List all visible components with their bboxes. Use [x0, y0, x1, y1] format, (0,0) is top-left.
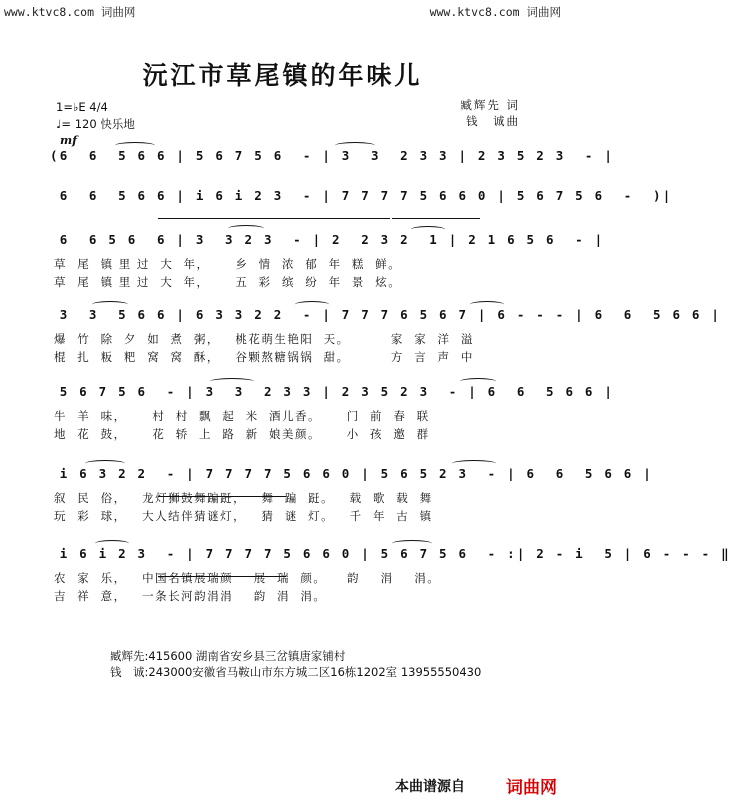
tempo-marking: ♩= 120 快乐地 — [56, 117, 135, 131]
slur-mark — [210, 378, 254, 385]
score-line-4 — [50, 307, 722, 367]
slur-mark — [115, 142, 155, 149]
score-line-3 — [50, 232, 605, 292]
notation: 5 6 7 5 6 - | 3 3 2 3 3 | 2 3 5 2 3 - | 6 6 5 6 6 | — [50, 384, 615, 399]
site-header-left[interactable]: www.ktvc8.com 词曲网 — [4, 5, 136, 19]
slur-mark — [85, 460, 125, 467]
notation: (6 6 5 6 6 | 5 6 7 5 6 - | 3 3 2 3 3 | 2 3 5 2 3 - | — [50, 148, 615, 163]
notation: 6 6 5 6 6 | i 6 i 2 3 - | 7 7 7 7 5 6 6 0 | 5 6 7 5 6 - )| — [50, 188, 673, 203]
slur-mark — [452, 460, 496, 467]
notation: 3 3 5 6 6 | 6 3 3 2 2 - | 7 7 7 6 5 6 7 | 6 - - - | 6 6 5 6 6 | — [50, 307, 722, 322]
beam-mark — [392, 218, 480, 219]
lyricist-credit: 臧辉先 词 — [460, 98, 520, 112]
key-signature: 1=♭E 4/4 — [56, 100, 108, 114]
beam-mark — [262, 218, 390, 219]
beam-mark — [158, 218, 262, 219]
composer-credit: 钱 诚曲 — [466, 114, 520, 128]
brand-logo[interactable]: 词曲网 — [506, 778, 557, 798]
lyric-verse-1: 叙 民 俗， 龙灯狮鼓舞蹁跹， 舞 蹁 跹。 载 歌 载 舞 — [54, 491, 433, 505]
notation: i 6 3 2 2 - | 7 7 7 7 5 6 6 0 | 5 6 5 2 3 - | 6 6 5 6 6 | — [50, 466, 653, 481]
lyric-verse-1: 草 尾 镇 里 过 大 年， 乡 情 浓 郁 年 糕 鲜。 — [54, 257, 402, 271]
lyric-verse-2: 草 尾 镇 里 过 大 年， 五 彩 缤 纷 年 景 炫。 — [54, 275, 402, 289]
lyric-verse-1: 农 家 乐， 中国名镇展瑞颜 展 瑞 颜。 韵 涓 涓。 — [54, 571, 441, 585]
site-header-right[interactable]: www.ktvc8.com 词曲网 — [429, 5, 561, 19]
source-note: 本曲谱源自 — [395, 779, 465, 795]
lyric-verse-2: 吉 祥 意， 一条长河韵涓涓 韵 涓 涓。 — [54, 589, 327, 603]
slur-mark — [92, 301, 128, 308]
slur-mark — [470, 301, 504, 308]
slur-mark — [295, 301, 329, 308]
score-line-5 — [50, 384, 615, 444]
slur-mark — [392, 540, 432, 547]
beam-mark — [158, 496, 286, 497]
lyric-verse-1: 牛 羊 味， 村 村 飘 起 米 酒儿香。 门 前 春 联 — [54, 409, 430, 423]
slur-mark — [335, 142, 375, 149]
slur-mark — [411, 226, 445, 233]
slur-mark — [95, 540, 129, 547]
lyric-verse-2: 玩 彩 球， 大人结伴猜谜灯， 猜 谜 灯。 千 年 古 镇 — [54, 509, 433, 523]
lyric-verse-2: 棍 扎 粄 粑 窝 窝 酥， 谷颗熬糖锅锅 甜。 方 言 声 中 — [54, 350, 474, 364]
dynamic-marking: mf — [60, 133, 78, 147]
slur-mark — [228, 225, 264, 232]
lyricist-contact: 臧辉先:415600 湖南省安乡县三岔镇唐家铺村 — [110, 649, 346, 663]
page-title: 沅江市草尾镇的年味儿 — [142, 61, 423, 90]
slur-mark — [460, 378, 496, 385]
lyric-verse-2: 地 花 鼓， 花 轿 上 路 新 娘美颜。 小 孩 邀 群 — [54, 427, 430, 441]
beam-mark — [158, 576, 286, 577]
composer-contact: 钱 诚:243000安徽省马鞍山市东方城二区16栋1202室 13955550430 — [110, 665, 482, 679]
lyric-verse-1: 爆 竹 除 夕 如 煮 粥， 桃花萌生艳阳 天。 家 家 洋 溢 — [54, 332, 474, 346]
notation: i 6 i 2 3 - | 7 7 7 7 5 6 6 0 | 5 6 7 5 6 - :| 2 - i 5 | 6 - - - ‖ — [50, 546, 731, 561]
notation: 6 6 5 6 6 | 3 3 2 3 - | 2 2 3 2 1 | 2 1 6 5 6 - | — [50, 232, 605, 247]
